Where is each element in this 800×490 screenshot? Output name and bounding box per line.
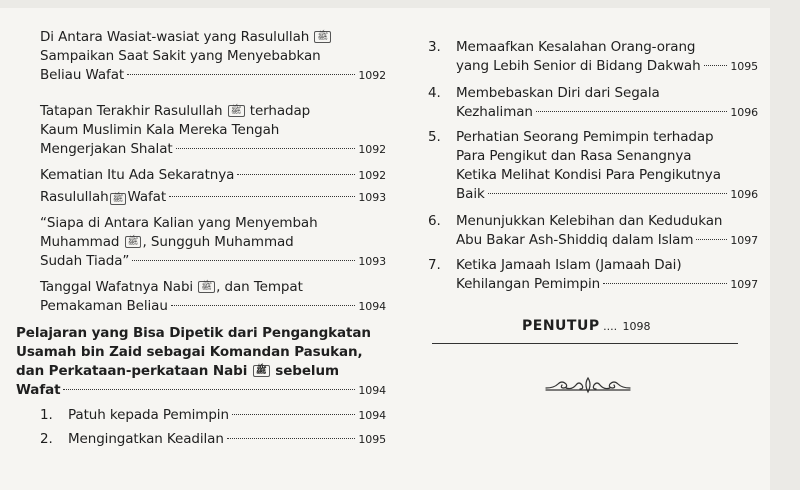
entry-text: Sampaikan Saat Sakit yang Menyebabkan [40, 48, 321, 64]
page-number: 1093 [358, 191, 386, 204]
entry-text: Mengingatkan Keadilan [68, 431, 224, 447]
entry-last-line [40, 66, 386, 85]
page-number: 1097 [730, 278, 758, 291]
toc-entry-5 [428, 128, 758, 204]
toc-entry-1 [40, 406, 386, 425]
dot-leader [704, 65, 728, 66]
entry-text: Ketika Jamaah Islam (Jamaah Dai) [456, 257, 682, 273]
entry-line [428, 256, 758, 275]
dot-leader [132, 260, 355, 261]
entry-line [16, 362, 386, 381]
entry-text: Menunjukkan Kelebihan dan Kedudukan [456, 213, 723, 229]
entry-text: Baik [456, 186, 485, 202]
entry-text: Tanggal Wafatnya Nabi [40, 279, 194, 295]
entry-text: Kehilangan Pemimpin [456, 276, 601, 292]
page-number: 1092 [358, 69, 386, 82]
entry-line [40, 278, 386, 297]
toc-entry-tatapan [40, 102, 386, 159]
penutup-heading [522, 318, 650, 334]
entry-text: Usamah bin Zaid sebagai Komandan Pasukan, [16, 344, 363, 360]
page-number: 1094 [358, 384, 386, 397]
dot-leader [169, 196, 355, 197]
saw-symbol: ﷺ [228, 105, 245, 117]
entry-line [428, 128, 758, 147]
toc-entry-4 [428, 84, 758, 122]
divider-line [432, 343, 738, 344]
dot-leader [227, 438, 356, 439]
entry-last-line [40, 252, 386, 271]
entry-text: terhadap [245, 103, 311, 119]
page-number: 1095 [358, 433, 386, 446]
entry-line [428, 38, 758, 57]
entry-text: Pemakaman Beliau [40, 298, 168, 314]
toc-entry-wasiat [40, 28, 386, 85]
entry-last-line [428, 57, 758, 76]
item-number: 2. [40, 431, 53, 447]
entry-text: Wafat [127, 189, 167, 205]
entry-text: Muhammad [40, 234, 120, 250]
entry-last-line [428, 103, 758, 122]
dot-leader [176, 148, 356, 149]
entry-line [40, 233, 386, 252]
toc-entry-7 [428, 256, 758, 294]
dot-leader [603, 283, 727, 284]
entry-text: Tatapan Terakhir Rasulullah [40, 103, 223, 119]
entry-line [428, 212, 758, 231]
entry-text: Rasulullah [40, 189, 109, 205]
entry-line [428, 84, 758, 103]
toc-section-pelajaran [16, 324, 386, 400]
entry-text: Ketika Melihat Kondisi Para Pengikutnya [456, 167, 721, 183]
saw-symbol: ﷺ [198, 281, 215, 293]
toc-entry-2 [40, 430, 386, 449]
entry-last-line [40, 140, 386, 159]
entry-last-line [40, 297, 386, 316]
toc-entry-rasulullah-wafat [40, 188, 386, 207]
saw-symbol: ﷺ [110, 193, 127, 205]
entry-last-line [16, 381, 386, 400]
page-number: 1098 [622, 320, 651, 333]
book-page [0, 8, 770, 490]
entry-last-line [40, 166, 386, 185]
page-number: 1096 [730, 188, 758, 201]
entry-text: , dan Tempat [216, 279, 303, 295]
entry-text: Pelajaran yang Bisa Dipetik dari Pengangkatan [16, 325, 371, 341]
item-number: 1. [40, 407, 53, 423]
ornament-icon [544, 376, 632, 394]
entry-text: “Siapa di Antara Kalian yang Menyembah [40, 215, 318, 231]
page-number: 1097 [730, 234, 758, 247]
page-number: 1094 [358, 409, 386, 422]
page-number: 1095 [730, 60, 758, 73]
item-number: 6. [428, 213, 441, 229]
entry-text: Kezhaliman [456, 104, 533, 120]
item-number: 3. [428, 39, 441, 55]
dot-leader [696, 239, 727, 240]
entry-text: Mengerjakan Shalat [40, 141, 173, 157]
entry-text: Patuh kepada Pemimpin [68, 407, 229, 423]
entry-text: Abu Bakar Ash-Shiddiq dalam Islam [456, 232, 694, 248]
entry-last-line [40, 430, 386, 449]
entry-text: , Sungguh Muhammad [142, 234, 294, 250]
dot-leader [536, 111, 728, 112]
page-number: 1092 [358, 169, 386, 182]
entry-text: Sudah Tiada” [40, 253, 130, 269]
entry-text: Kematian Itu Ada Sekaratnya [40, 167, 235, 183]
penutup-label: PENUTUP [522, 318, 600, 334]
entry-text: dan Perkataan-perkataan Nabi [16, 363, 248, 379]
entry-text: Perhatian Seorang Pemimpin terhadap [456, 129, 714, 145]
page-number: 1092 [358, 143, 386, 156]
toc-entry-tanggal-wafat [40, 278, 386, 316]
dot-leader [232, 414, 355, 415]
entry-last-line [428, 275, 758, 294]
toc-entry-siapa [40, 214, 386, 271]
toc-entry-3 [428, 38, 758, 76]
item-number: 5. [428, 129, 441, 145]
dot-leader [127, 74, 355, 75]
saw-symbol: ﷺ [253, 365, 270, 377]
toc-entry-6 [428, 212, 758, 250]
entry-text: Para Pengikut dan Rasa Senangnya [456, 148, 692, 164]
entry-last-line [40, 188, 386, 207]
entry-last-line [428, 185, 758, 204]
entry-text: Kaum Muslimin Kala Mereka Tengah [40, 122, 280, 138]
dot-leader [237, 174, 355, 175]
entry-text: sebelum [270, 363, 339, 379]
entry-text: Membebaskan Diri dari Segala [456, 85, 660, 101]
entry-line [40, 102, 386, 121]
entry-line [40, 28, 386, 47]
dot-leader: .... [599, 320, 618, 333]
toc-entry-kematian [40, 166, 386, 185]
entry-text: Beliau Wafat [40, 67, 125, 83]
entry-text: Wafat [16, 382, 61, 398]
dot-leader [171, 305, 356, 306]
entry-text: Di Antara Wasiat-wasiat yang Rasulullah [40, 29, 310, 45]
item-number: 7. [428, 257, 441, 273]
item-number: 4. [428, 85, 441, 101]
page-number: 1094 [358, 300, 386, 313]
saw-symbol: ﷺ [125, 236, 142, 248]
saw-symbol: ﷺ [314, 31, 331, 43]
entry-text: yang Lebih Senior di Bidang Dakwah [456, 58, 701, 74]
entry-text: Memaafkan Kesalahan Orang-orang [456, 39, 696, 55]
page-number: 1096 [730, 106, 758, 119]
entry-last-line [428, 231, 758, 250]
page-number: 1093 [358, 255, 386, 268]
entry-last-line [40, 406, 386, 425]
dot-leader [488, 193, 728, 194]
dot-leader [63, 389, 355, 390]
